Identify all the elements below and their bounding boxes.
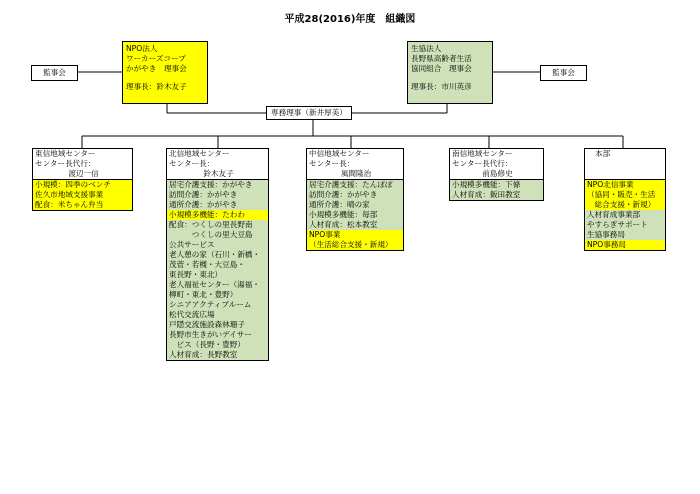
npo-board-chair: 理事長：鈴木友子: [126, 82, 187, 91]
center-south-column: [449, 148, 544, 201]
service-row: つくしの里大豆島: [167, 230, 268, 240]
service-row: 居宅介護支援：たんぽぽ: [307, 180, 403, 190]
center-leader-name: 風間隆治: [340, 169, 372, 178]
service-row: NPO北信事業: [585, 180, 665, 190]
service-row: 松代交流広場: [167, 310, 268, 320]
center-leader-name: 前島修史: [482, 169, 513, 178]
center-header: [32, 148, 133, 180]
service-row: 戸隠交流施設森林珊子: [167, 320, 268, 330]
service-row: 長野市生きがいデイサー: [167, 330, 268, 340]
center-name: 本部: [595, 149, 611, 158]
center-name: 南信地域センター: [452, 149, 513, 158]
coop-board-box: [407, 41, 493, 104]
coop-board-line: 生協法人: [411, 44, 442, 53]
center-leader-title: センター長代行：: [452, 159, 513, 168]
center-services-list: [32, 180, 133, 211]
center-header: [306, 148, 404, 180]
center-central-column: [306, 148, 404, 251]
service-row: ビス（長野・豊野）: [167, 340, 268, 350]
center-header: [584, 148, 666, 180]
center-leader-title: センター長：: [309, 159, 355, 168]
executive-director-box: 専務理事（新井厚美）: [266, 106, 352, 120]
service-row: 居宅介護支援：かがやき: [167, 180, 268, 190]
service-row: NPO事業: [307, 230, 403, 240]
npo-board-line: NPO法人: [126, 44, 158, 53]
service-row: 茂菅・若槻・大豆島・: [167, 260, 268, 270]
service-row: 小規模多機能：毎部: [307, 210, 403, 220]
service-row: 人材育成：飯田教室: [450, 190, 543, 200]
center-leader-name: 渡辺一信: [68, 169, 99, 178]
service-row: シニアアクティブルーム: [167, 300, 268, 310]
service-row: 小規模多機能：下條: [450, 180, 543, 190]
center-services-list: [306, 180, 404, 251]
service-row: NPO事務局: [585, 240, 665, 250]
service-row: 佐久市地域支援事業: [33, 190, 132, 200]
service-row: 小規模：四季のベンチ: [33, 180, 132, 190]
center-header: [166, 148, 269, 180]
center-name: 中信地域センター: [309, 149, 370, 158]
center-services-list: [584, 180, 666, 251]
service-row: 生協事務局: [585, 230, 665, 240]
center-leader-title: センター長代行：: [35, 159, 96, 168]
npo-board-line: かがやき 理事会: [126, 64, 187, 73]
service-row: 配食：米ちゃん弁当: [33, 200, 132, 210]
center-leader-title: センター長：: [169, 159, 215, 168]
service-row: 総合支援・新規）: [585, 200, 665, 210]
center-leader-name: 鈴木友子: [203, 169, 234, 178]
headquarters-column: [584, 148, 666, 251]
center-name: 北信地域センター: [169, 149, 230, 158]
service-row: （協同・販売・生活: [585, 190, 665, 200]
service-row: 訪問介護：かがやき: [167, 190, 268, 200]
service-row: 訪問介護：かがやき: [307, 190, 403, 200]
service-row: 老人憩の家（石川・新橋・: [167, 250, 268, 260]
coop-board-chair: 理事長：市川英彦: [411, 82, 472, 91]
service-row: 柳町・東北・豊野）: [167, 290, 268, 300]
service-row: 通所介護：晴の家: [307, 200, 403, 210]
service-row: 通所介護：かがやき: [167, 200, 268, 210]
center-east-column: [32, 148, 133, 211]
center-header: [449, 148, 544, 180]
service-row: 人材育成：松本教室: [307, 220, 403, 230]
center-north-column: [166, 148, 269, 361]
center-name: 東信地域センター: [35, 149, 96, 158]
coop-board-line: 協同組合 理事会: [411, 64, 472, 73]
center-services-list: [449, 180, 544, 201]
service-row: 配食：つくしの里長野南: [167, 220, 268, 230]
audit-board-left: 監事会: [31, 65, 78, 81]
service-row: 老人福祉センター（湯福・: [167, 280, 268, 290]
service-row: 人材育成事業部: [585, 210, 665, 220]
npo-board-line: ワーカーズコープ: [126, 54, 186, 63]
service-row: 公共サービス: [167, 240, 268, 250]
service-row: 東長野・東北）: [167, 270, 268, 280]
service-row: （生活総合支援・新規）: [307, 240, 403, 250]
service-row: 小規模多機能：たわわ: [167, 210, 268, 220]
coop-board-line: 長野県高齢者生活: [411, 54, 472, 63]
service-row: やすらぎサポート: [585, 220, 665, 230]
chart-title: 平成28(2016)年度 組織図: [284, 14, 416, 25]
service-row: 人材育成：長野教室: [167, 350, 268, 360]
center-services-list: [166, 180, 269, 361]
audit-board-right: 監事会: [540, 65, 587, 81]
npo-board-box: [122, 41, 208, 104]
